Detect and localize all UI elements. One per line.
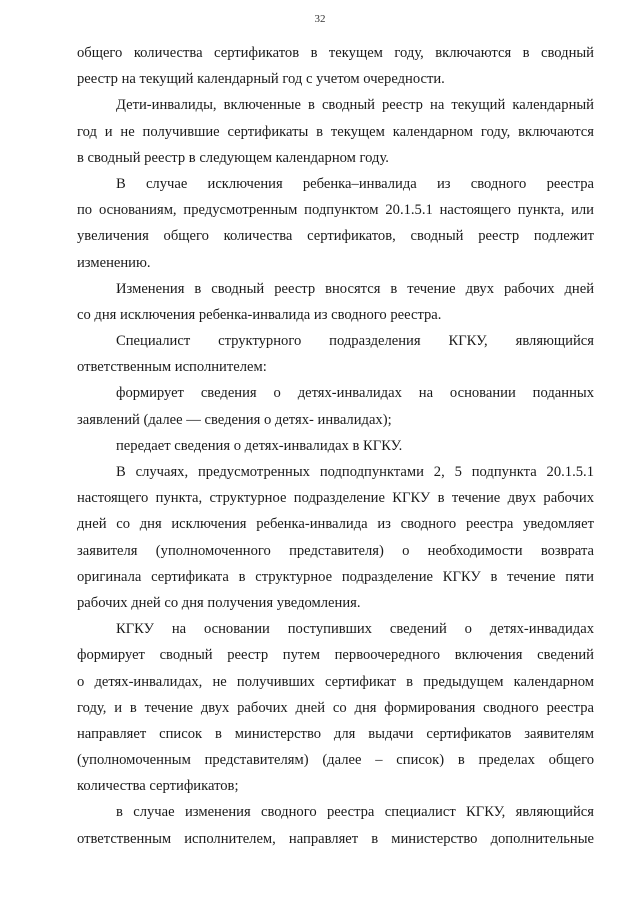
text-line: настоящего пункта, структурное подразделение КГКУ в течение двух рабочих (77, 490, 594, 507)
text-line: заявлений (далее — сведения о детях- инвалидах); (77, 411, 392, 428)
text-line: изменению. (77, 254, 151, 271)
text-line: по основаниям, предусмотренным подпунктом 20.1.5.1 настоящего пункта, или (77, 202, 594, 219)
text-line: со дня исключения ребенка-инвалида из сводного реестра. (77, 306, 442, 323)
text-line: формирует сведения о детях-инвалидах на основании поданных (116, 385, 594, 402)
text-line: В случаях, предусмотренных подподпунктами 2, 5 подпункта 20.1.5.1 (116, 464, 594, 480)
text-line: в случае изменения сводного реестра специалист КГКУ, являющийся (116, 804, 594, 821)
text-line: ответственным исполнителем: (77, 359, 267, 376)
text-line: направляет список в министерство для выдачи сертификатов заявителям (77, 725, 594, 742)
text-line: о детях-инвалидах, не получивших сертификат в предыдущем календарном (77, 673, 594, 690)
text-line: общего количества сертификатов в текущем году, включаются в сводный (77, 45, 594, 61)
text-line: количества сертификатов; (77, 778, 239, 795)
text-line: увеличения общего количества сертификатов, сводный реестр подлежит (77, 228, 594, 245)
text-line: КГКУ на основании поступивших сведений о детях-инвадидах (116, 621, 594, 638)
text-line: дней со дня исключения ребенка-инвалида из сводного реестра уведомляет (77, 516, 594, 533)
text-line: в сводный реестр в следующем календарном году. (77, 149, 389, 166)
document-body (77, 40, 594, 852)
text-line: формирует сводный реестр путем первоочередного включения сведений (77, 647, 594, 664)
page-number: 32 (314, 13, 326, 25)
text-line: Специалист структурного подразделения КГКУ, являющийся (116, 333, 594, 350)
text-line: году, и в течение двух рабочих дней со дня формирования сводного реестра (77, 699, 594, 716)
text-line: передает сведения о детях-инвалидах в КГКУ. (116, 437, 403, 454)
text-line: оригинала сертификата в структурное подразделение КГКУ в течение пяти (77, 568, 594, 585)
text-line: В случае исключения ребенка–инвалида из сводного реестра (116, 175, 594, 192)
text-line: Изменения в сводный реестр вносятся в течение двух рабочих дней (116, 280, 594, 297)
text-line: реестр на текущий календарный год с учетом очередности. (77, 71, 445, 88)
text-line: Дети-инвалиды, включенные в сводный реестр на текущий календарный (116, 97, 594, 114)
text-line: (уполномоченным представителям) (далее – список) в пределах общего (77, 752, 594, 769)
text-line: заявителя (уполномоченного представителя) о необходимости возврата (77, 542, 594, 559)
text-line: год и не получившие сертификаты в текущем календарном году, включаются (77, 123, 594, 140)
text-line: рабочих дней со дня получения уведомления. (77, 594, 361, 611)
text-line: ответственным исполнителем, направляет в министерство дополнительные (77, 830, 594, 847)
